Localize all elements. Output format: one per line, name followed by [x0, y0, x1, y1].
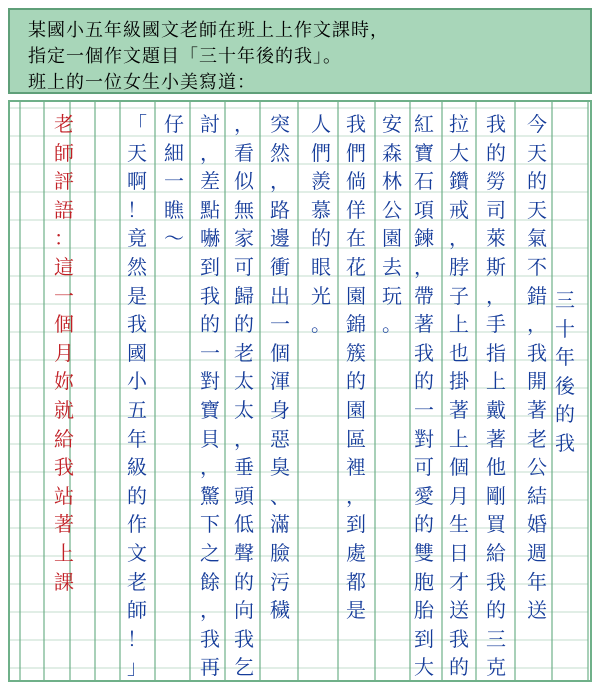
glyph: 婚 [527, 512, 547, 537]
glyph: ！ [127, 626, 147, 651]
glyph: 們 [346, 140, 366, 165]
glyph: 他 [486, 455, 506, 480]
glyph: 司 [486, 197, 506, 222]
glyph: 簇 [346, 340, 366, 365]
glyph: 再 [200, 655, 220, 680]
header-line-2: 指定一個作文題目「三十年後的我」。 [28, 46, 342, 67]
glyph: 我 [486, 112, 506, 136]
glyph: 是 [127, 283, 147, 308]
glyph: 的 [414, 512, 434, 537]
glyph: 五 [127, 398, 147, 422]
glyph: 月 [54, 340, 74, 365]
glyph: 林 [382, 169, 402, 194]
glyph: 老 [54, 112, 74, 136]
glyph: 文 [127, 541, 147, 565]
glyph: 似 [234, 169, 254, 194]
glyph: 才 [449, 569, 469, 594]
glyph: 戒 [449, 197, 469, 222]
header-box [8, 8, 592, 94]
glyph: 指 [486, 340, 506, 365]
glyph: 石 [414, 169, 434, 194]
glyph: ， [414, 255, 434, 279]
glyph: 邊 [270, 226, 290, 251]
glyph: ， [200, 455, 220, 480]
glyph: 然 [127, 255, 147, 279]
glyph: ： [54, 226, 74, 251]
glyph: 差 [200, 169, 220, 194]
glyph: 我 [555, 431, 575, 455]
glyph: 對 [200, 369, 220, 394]
glyph: 這 [54, 255, 74, 279]
glyph: 嚇 [200, 226, 220, 251]
glyph: 寶 [200, 398, 220, 422]
glyph: 生 [449, 512, 469, 537]
glyph: 貝 [200, 426, 220, 451]
glyph: 我 [414, 340, 434, 365]
glyph: 的 [234, 312, 254, 337]
glyph: 一 [54, 283, 74, 308]
glyph: 站 [54, 483, 74, 508]
glyph: 們 [311, 140, 331, 165]
glyph: 著 [527, 398, 547, 422]
glyph: 著 [449, 398, 469, 422]
glyph: 天 [527, 197, 547, 222]
glyph: 送 [527, 598, 547, 623]
glyph: 級 [127, 455, 147, 480]
glyph: 的 [311, 226, 331, 251]
glyph: 個 [270, 340, 290, 365]
glyph: 佯 [346, 197, 366, 222]
glyph: 對 [414, 426, 434, 451]
glyph: 剛 [486, 483, 506, 508]
glyph: 送 [449, 598, 469, 623]
glyph: 開 [527, 369, 547, 394]
glyph: ， [527, 312, 547, 337]
glyph: 老 [234, 340, 254, 365]
glyph: 上 [54, 541, 74, 565]
glyph: 師 [127, 598, 147, 623]
glyph: 寶 [414, 140, 434, 165]
glyph: 氣 [527, 226, 547, 251]
glyph: 的 [555, 402, 575, 427]
glyph: 給 [486, 541, 506, 565]
glyph: 週 [527, 541, 547, 565]
glyph: ， [270, 169, 290, 194]
glyph: 勞 [486, 169, 506, 194]
glyph: 給 [54, 426, 74, 451]
glyph: 年 [127, 426, 147, 451]
glyph: 我 [200, 626, 220, 651]
glyph: 後 [555, 373, 575, 398]
glyph: 。 [382, 312, 402, 337]
glyph: 我 [54, 455, 74, 480]
glyph: 歸 [234, 283, 254, 308]
glyph: ， [234, 112, 254, 136]
glyph: 月 [449, 483, 469, 508]
glyph: 天 [127, 140, 147, 165]
glyph: 的 [527, 169, 547, 194]
glyph: 我 [200, 283, 220, 308]
glyph: 我 [449, 626, 469, 651]
glyph: ， [200, 140, 220, 165]
glyph: 結 [527, 483, 547, 508]
glyph: 子 [449, 283, 469, 308]
glyph: 錯 [527, 283, 547, 308]
glyph: 一 [414, 398, 434, 422]
glyph: 家 [234, 226, 254, 251]
glyph: 細 [164, 140, 184, 165]
glyph: 的 [200, 312, 220, 337]
glyph: 年 [527, 569, 547, 594]
glyph: 之 [200, 541, 220, 565]
glyph: ～ [164, 226, 184, 251]
glyph: 我 [486, 569, 506, 594]
glyph: 個 [449, 455, 469, 480]
glyph: 國 [127, 340, 147, 365]
glyph: 慕 [311, 197, 331, 222]
glyph: 買 [486, 512, 506, 537]
glyph: 今 [527, 112, 547, 136]
glyph: 胞 [414, 569, 434, 594]
glyph: 污 [270, 569, 290, 594]
glyph: 三 [486, 626, 506, 651]
glyph: 上 [486, 369, 506, 394]
glyph: 老 [527, 426, 547, 451]
glyph: 玩 [382, 283, 402, 308]
header-line-3: 班上的一位女生小美寫道： [28, 72, 256, 93]
glyph: 出 [270, 283, 290, 308]
glyph: 。 [311, 312, 331, 337]
glyph: 的 [486, 598, 506, 623]
glyph: ， [449, 226, 469, 251]
glyph: 胎 [414, 598, 434, 623]
glyph: 眼 [311, 255, 331, 279]
glyph: 戴 [486, 398, 506, 422]
glyph: 衝 [270, 255, 290, 279]
glyph: 師 [54, 140, 74, 165]
glyph: 可 [234, 255, 254, 279]
glyph: 的 [234, 569, 254, 594]
glyph: 脖 [449, 255, 469, 279]
glyph: ， [346, 483, 366, 508]
glyph: 然 [270, 140, 290, 165]
glyph: 十 [555, 316, 575, 341]
glyph: 無 [234, 197, 254, 222]
glyph: 作 [127, 512, 147, 537]
glyph: 低 [234, 512, 254, 537]
glyph: 人 [311, 112, 331, 136]
glyph: 羨 [311, 169, 331, 194]
glyph: 公 [382, 197, 402, 222]
glyph: 太 [234, 369, 254, 394]
glyph: 仔 [164, 112, 184, 136]
glyph: 看 [234, 140, 254, 165]
glyph: 帶 [414, 283, 434, 308]
glyph: 三 [555, 288, 575, 312]
glyph: 拉 [449, 112, 469, 136]
glyph: 驚 [200, 483, 220, 508]
glyph: 鑽 [449, 169, 469, 194]
glyph: 著 [414, 312, 434, 337]
glyph: 啊 [127, 169, 147, 194]
glyph: 光 [311, 283, 331, 308]
glyph: 掛 [449, 369, 469, 394]
glyph: ， [234, 426, 254, 451]
glyph: 妳 [54, 369, 74, 394]
glyph: 餘 [200, 569, 220, 594]
glyph: 評 [54, 169, 74, 194]
glyph: 斯 [486, 255, 506, 279]
glyph: 克 [486, 655, 506, 680]
glyph: 的 [346, 369, 366, 394]
glyph: 到 [414, 626, 434, 651]
glyph: 在 [346, 226, 366, 251]
glyph: 路 [270, 197, 290, 222]
glyph: 可 [414, 455, 434, 480]
glyph: 老 [127, 569, 147, 594]
composition-grid-sheet [8, 100, 592, 682]
glyph: 穢 [270, 598, 290, 623]
glyph: 下 [200, 512, 220, 537]
glyph: 我 [234, 626, 254, 651]
glyph: 竟 [127, 226, 147, 251]
glyph: 雙 [414, 541, 434, 565]
glyph: 也 [449, 340, 469, 365]
glyph: 」 [127, 655, 147, 680]
glyph: 年 [555, 345, 575, 370]
header-line-1: 某國小五年級國文老師在班上上作文課時， [28, 20, 389, 41]
glyph: 滿 [270, 512, 290, 537]
glyph: 乞 [234, 655, 254, 680]
glyph: 向 [234, 598, 254, 623]
glyph: 著 [486, 426, 506, 451]
glyph: 點 [200, 197, 220, 222]
glyph: 處 [346, 541, 366, 565]
glyph: 一 [270, 312, 290, 337]
glyph: 項 [414, 197, 434, 222]
glyph: 課 [54, 569, 74, 594]
glyph: 的 [486, 140, 506, 165]
glyph: 的 [414, 369, 434, 394]
glyph: 手 [486, 312, 506, 337]
glyph: 語 [54, 197, 74, 222]
glyph: 瞧 [164, 197, 184, 222]
glyph: 垂 [234, 455, 254, 480]
glyph: 森 [382, 140, 402, 165]
glyph: 公 [527, 455, 547, 480]
glyph: 區 [346, 426, 366, 451]
glyph: 渾 [270, 369, 290, 394]
glyph: 上 [449, 426, 469, 451]
glyph: 著 [54, 512, 74, 537]
glyph: ！ [127, 197, 147, 222]
glyph: 突 [270, 112, 290, 136]
glyph: 太 [234, 398, 254, 422]
glyph: 紅 [414, 112, 434, 136]
glyph: 一 [200, 340, 220, 365]
glyph: 臉 [270, 541, 290, 565]
glyph: 小 [127, 369, 147, 394]
glyph: 、 [270, 483, 290, 508]
glyph: 園 [346, 398, 366, 422]
glyph: 身 [270, 398, 290, 422]
glyph: 裡 [346, 455, 366, 480]
glyph: 一 [164, 169, 184, 194]
glyph: 大 [414, 655, 434, 680]
glyph: 聲 [234, 541, 254, 565]
glyph: 頭 [234, 483, 254, 508]
glyph: 日 [449, 541, 469, 565]
glyph: 鍊 [414, 226, 434, 251]
glyph: 「 [127, 112, 147, 136]
glyph: 臭 [270, 455, 290, 480]
glyph: 就 [54, 398, 74, 422]
glyph: 安 [382, 112, 402, 136]
glyph: 個 [54, 312, 74, 337]
glyph: 的 [127, 483, 147, 508]
glyph: 園 [382, 226, 402, 251]
glyph: 我 [127, 312, 147, 337]
glyph: 是 [346, 598, 366, 623]
glyph: 大 [449, 140, 469, 165]
glyph: 我 [346, 112, 366, 136]
glyph: 到 [346, 512, 366, 537]
glyph: ， [486, 283, 506, 308]
glyph: 萊 [486, 226, 506, 251]
glyph: 倘 [346, 169, 366, 194]
glyph: ， [200, 598, 220, 623]
glyph: 不 [527, 255, 547, 279]
glyph: 錦 [346, 312, 366, 337]
glyph: 去 [382, 255, 402, 279]
glyph: 天 [527, 140, 547, 165]
glyph: 花 [346, 255, 366, 279]
glyph: 到 [200, 255, 220, 279]
glyph: 上 [449, 312, 469, 337]
glyph: 的 [449, 655, 469, 680]
glyph: 討 [200, 112, 220, 136]
glyph: 都 [346, 569, 366, 594]
glyph: 我 [527, 340, 547, 365]
glyph: 愛 [414, 483, 434, 508]
glyph: 園 [346, 283, 366, 308]
glyph: 惡 [270, 426, 290, 451]
